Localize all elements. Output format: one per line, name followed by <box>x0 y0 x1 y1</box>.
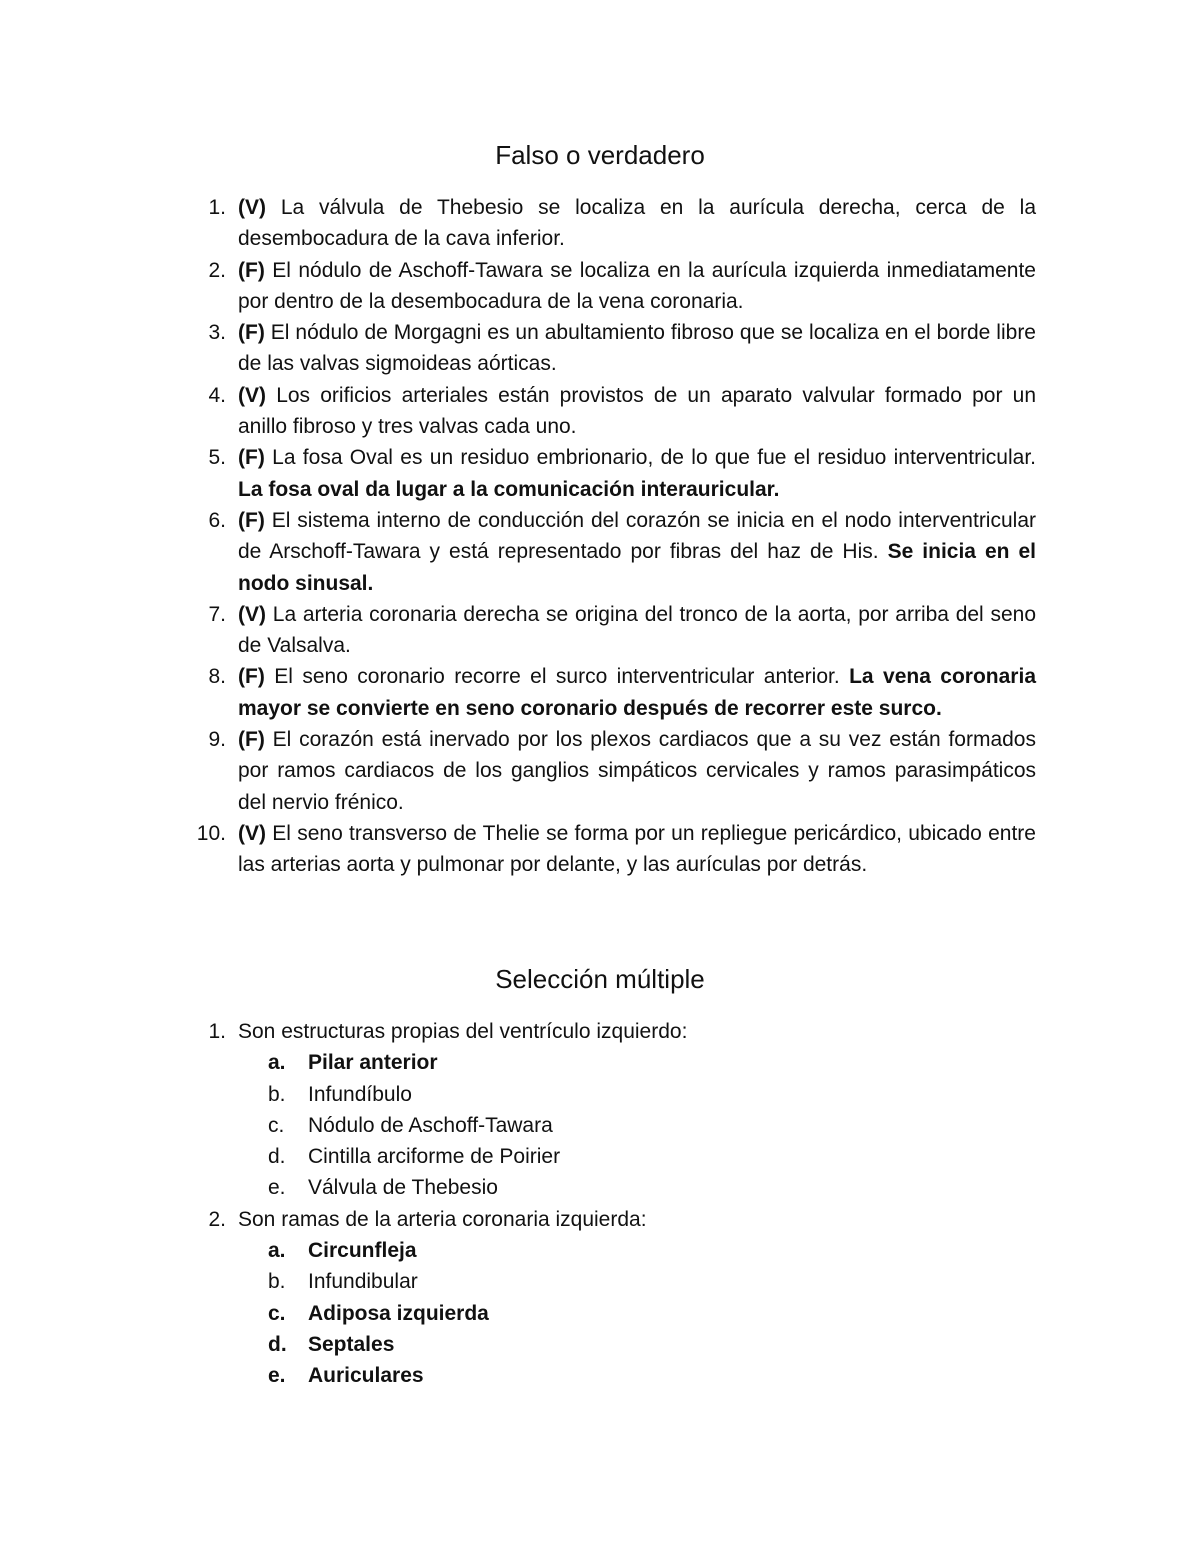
mc-question <box>196 1204 1036 1392</box>
mc-option-text: Cintilla arciforme de Poirier <box>308 1145 561 1169</box>
tf-item-number: 7. <box>208 602 226 626</box>
mc-option-letter: e. <box>268 1176 286 1200</box>
tf-statement: La válvula de Thebesio se localiza en la aurícula derecha, cerca de la desembocadura de la cava inferior. <box>238 196 1036 251</box>
mc-question-text: Son estructuras propias del ventrículo izquierdo: <box>238 1020 688 1043</box>
mc-option-letter: c. <box>268 1113 285 1137</box>
mc-option <box>238 1329 1036 1360</box>
tf-item: 6. (F) El sistema interno de conducción del corazón se inicia en el nodo interventricular de Arschoff-Tawara y está representado por fibras del haz de His. Se inicia en el nodo sinusal. <box>196 505 1036 599</box>
mc-option-letter: a. <box>268 1239 286 1263</box>
tf-item-number: 2. <box>208 258 226 282</box>
tf-item-number: 9. <box>208 728 226 752</box>
mc-option <box>238 1360 1036 1391</box>
tf-correction: La vena coronaria mayor se convierte en seno coronario después de recorrer este surco. <box>238 665 1036 720</box>
tf-item: 5. (F) La fosa Oval es un residuo embrionario, de lo que fue el residuo interventricular. La fosa oval da lugar a la comunicación interauricular. <box>196 442 1036 505</box>
true-false-list <box>196 192 1036 881</box>
mc-option <box>238 1172 1036 1203</box>
tf-correction: La fosa oval da lugar a la comunicación interauricular. <box>238 477 780 501</box>
tf-statement: Los orificios arteriales están provistos de un aparato valvular formado por un anillo fibroso y tres valvas cada uno. <box>238 383 1036 439</box>
mc-option-letter: b. <box>268 1082 286 1106</box>
mc-question-text: Son ramas de la arteria coronaria izquierda: <box>238 1207 647 1231</box>
mc-question <box>196 1016 1036 1204</box>
tf-item: 2. (F) El nódulo de Aschoff-Tawara se localiza en la aurícula izquierda inmediatamente por dentro de la desembocadura de la vena coronaria. <box>196 255 1036 318</box>
mc-option-text: Septales <box>308 1332 395 1356</box>
mc-option <box>238 1047 1036 1078</box>
mc-option-text: Infundíbulo <box>308 1082 412 1106</box>
mc-option-text: Válvula de Thebesio <box>308 1176 498 1200</box>
multiple-choice-title: Selección múltiple <box>495 964 705 994</box>
multiple-choice-list <box>196 1016 1036 1392</box>
mc-option-text: Pilar anterior <box>308 1051 438 1075</box>
tf-answer-mark: V <box>245 602 260 626</box>
mc-option-letter: e. <box>268 1364 286 1388</box>
tf-answer-mark: F <box>245 508 258 532</box>
mc-option <box>238 1266 1036 1297</box>
tf-statement: El corazón está inervado por los plexos cardiacos que a su vez están formados por ramos cardiacos de los ganglios simpáticos cervicales y ramos parasimpáticos del nervio frénico. <box>238 728 1036 814</box>
mc-option <box>238 1079 1036 1110</box>
tf-statement: El nódulo de Aschoff-Tawara se localiza en la aurícula izquierda inmediatamente por dentro de la desembocadura de la vena coronaria. <box>238 258 1036 313</box>
tf-answer-mark: F <box>245 321 258 345</box>
tf-statement: El seno transverso de Thelie se forma por un repliegue pericárdico, ubicado entre las arterias aorta y pulmonar por delante, y las aurículas por detrás. <box>238 821 1036 877</box>
tf-answer-mark: F <box>245 665 258 689</box>
true-false-title: Falso o verdadero <box>495 140 705 170</box>
tf-statement: El sistema interno de conducción del corazón se inicia en el nodo interventricular de Arschoff-Tawara y está representado por fibras del haz de His. <box>238 508 1036 564</box>
tf-item-number: 1. <box>208 196 226 219</box>
mc-option-text: Auriculares <box>308 1364 424 1388</box>
mc-option <box>238 1298 1036 1329</box>
tf-answer-mark: V <box>245 383 260 407</box>
tf-answer-mark: V <box>245 196 260 219</box>
mc-option-letter: d. <box>268 1332 287 1356</box>
tf-item: 4. (V) Los orificios arteriales están provistos de un aparato valvular formado por un anillo fibroso y tres valvas cada uno. <box>196 380 1036 443</box>
mc-options <box>238 1235 1036 1391</box>
tf-item-number: 3. <box>208 321 226 345</box>
tf-item: 9. (F) El corazón está inervado por los plexos cardiacos que a su vez están formados por ramos cardiacos de los ganglios simpáticos cervicales y ramos parasimpáticos del nervio frénico. <box>196 724 1036 818</box>
tf-correction: Se inicia en el nodo sinusal. <box>238 540 1036 595</box>
tf-item: 10. (V) El seno transverso de Thelie se forma por un repliegue pericárdico, ubicado entre las arterias aorta y pulmonar por delante, y las aurículas por detrás. <box>196 818 1036 881</box>
tf-statement: La arteria coronaria derecha se origina del tronco de la aorta, por arriba del seno de Valsalva. <box>238 602 1036 658</box>
tf-item: 1. (V) La válvula de Thebesio se localiza en la aurícula derecha, cerca de la desembocadura de la cava inferior. <box>196 192 1036 255</box>
tf-item-number: 10. <box>196 821 226 845</box>
mc-option-text: Circunfleja <box>308 1239 417 1263</box>
mc-option-letter: b. <box>268 1270 286 1294</box>
tf-answer-mark: V <box>245 821 260 845</box>
tf-answer-mark: F <box>245 728 258 752</box>
mc-option <box>238 1110 1036 1141</box>
tf-answer-mark: F <box>245 446 258 470</box>
mc-option-text: Adiposa izquierda <box>308 1301 489 1325</box>
tf-item: 3. (F) El nódulo de Morgagni es un abultamiento fibroso que se localiza en el borde libre de las valvas sigmoideas aórticas. <box>196 317 1036 380</box>
tf-statement: El nódulo de Morgagni es un abultamiento fibroso que se localiza en el borde libre de las valvas sigmoideas aórticas. <box>238 321 1036 376</box>
tf-item-number: 4. <box>208 383 226 407</box>
tf-item-number: 8. <box>208 665 226 689</box>
mc-option-text: Nódulo de Aschoff-Tawara <box>308 1113 553 1137</box>
tf-answer-mark: F <box>245 258 258 282</box>
mc-question-number: 1. <box>208 1020 226 1043</box>
tf-item-number: 5. <box>208 446 226 470</box>
mc-option <box>238 1141 1036 1172</box>
tf-item: 7. (V) La arteria coronaria derecha se origina del tronco de la aorta, por arriba del seno de Valsalva. <box>196 599 1036 662</box>
tf-statement: El seno coronario recorre el surco interventricular anterior. <box>274 665 840 689</box>
tf-statement: La fosa Oval es un residuo embrionario, de lo que fue el residuo interventricular. <box>272 446 1036 470</box>
tf-item-number: 6. <box>208 508 226 532</box>
mc-option-letter: d. <box>268 1145 286 1169</box>
mc-option-letter: c. <box>268 1301 286 1325</box>
mc-question-number: 2. <box>208 1207 226 1231</box>
mc-option <box>238 1235 1036 1266</box>
tf-item: 8. (F) El seno coronario recorre el surco interventricular anterior. La vena coronaria mayor se convierte en seno coronario después de recorrer este surco. <box>196 661 1036 724</box>
mc-option-letter: a. <box>268 1051 286 1075</box>
mc-option-text: Infundibular <box>308 1270 418 1294</box>
mc-options <box>238 1047 1036 1203</box>
